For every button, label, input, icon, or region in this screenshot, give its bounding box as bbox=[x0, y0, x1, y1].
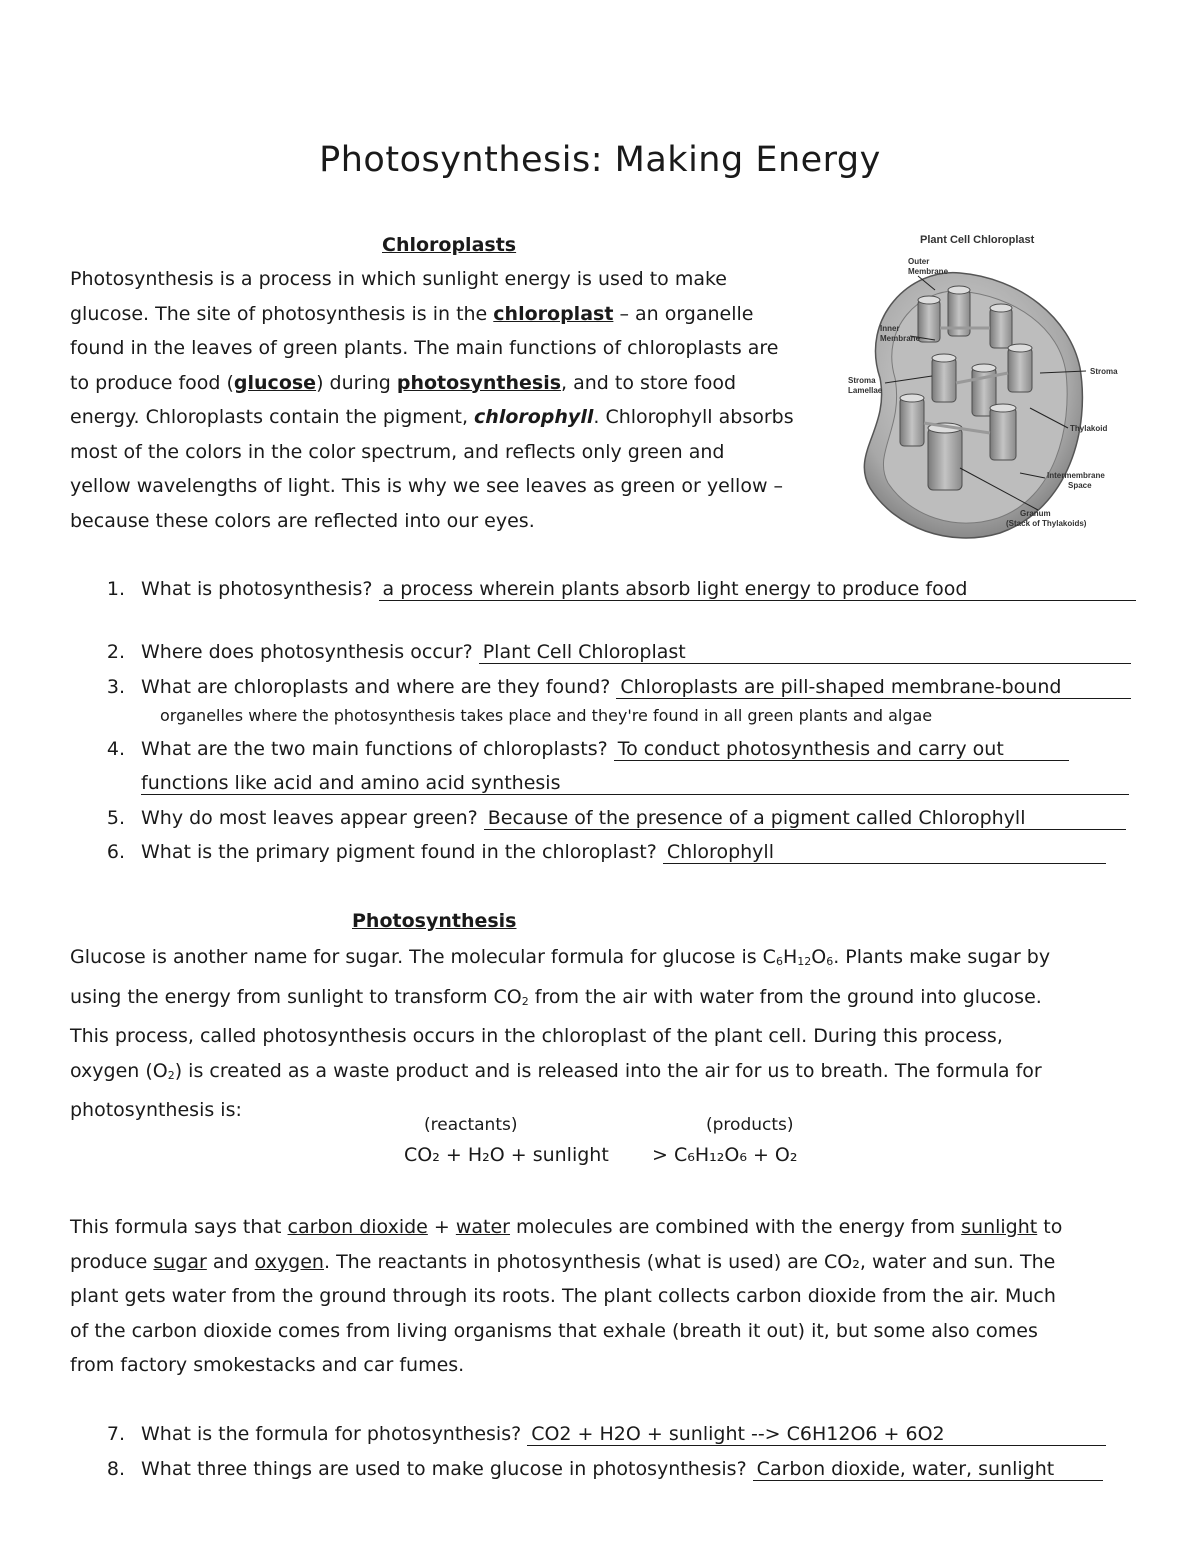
para-line: glucose. The site of photosynthesis is in the chloroplast – an organelle bbox=[70, 302, 754, 325]
question-text: What is the formula for photosynthesis? bbox=[141, 1423, 522, 1445]
answer-1[interactable]: a process wherein plants absorb light energy to produce food bbox=[379, 578, 1136, 601]
photosynthesis-heading: Photosynthesis bbox=[352, 910, 517, 932]
equation-reactants: CO₂ + H₂O + sunlight bbox=[404, 1144, 609, 1166]
question-number: 1. bbox=[106, 578, 125, 600]
term-carbon-dioxide: carbon dioxide bbox=[287, 1216, 428, 1238]
answer-8[interactable]: Carbon dioxide, water, sunlight bbox=[753, 1458, 1103, 1481]
term-glucose: glucose bbox=[233, 371, 317, 394]
question-text: Why do most leaves appear green? bbox=[141, 807, 478, 829]
label-intermembrane: Intermembrane bbox=[1047, 471, 1105, 480]
answer-4-continued[interactable]: functions like acid and amino acid synthesis bbox=[141, 772, 1129, 795]
question-text: What are the two main functions of chloroplasts? bbox=[141, 738, 608, 760]
answer-5[interactable]: Because of the presence of a pigment called Chlorophyll bbox=[484, 807, 1126, 830]
answer-7[interactable]: CO2 + H2O + sunlight --> C6H12O6 + 6O2 bbox=[527, 1423, 1106, 1446]
question-text: Where does photosynthesis occur? bbox=[141, 641, 473, 663]
question-text: What are chloroplasts and where are they found? bbox=[141, 676, 611, 698]
products-label: (products) bbox=[706, 1115, 794, 1135]
answer-6[interactable]: Chlorophyll bbox=[663, 841, 1106, 864]
label-granum-2: (Stack of Thylakoids) bbox=[1006, 519, 1087, 528]
equation-products: > C₆H₁₂O₆ + O₂ bbox=[652, 1144, 798, 1166]
para-line: most of the colors in the color spectrum, and reflects only green and bbox=[70, 440, 725, 463]
answer-2[interactable]: Plant Cell Chloroplast bbox=[479, 641, 1131, 664]
para-line: produce sugar and oxygen. The reactants in photosynthesis (what is used) are CO₂, water and sun. The bbox=[70, 1250, 1056, 1273]
question-number: 8. bbox=[106, 1458, 125, 1480]
photosynthesis-paragraph bbox=[70, 940, 1160, 1128]
reactants-label: (reactants) bbox=[424, 1115, 518, 1135]
para-line: energy. Chloroplasts contain the pigment, chlorophyll. Chlorophyll absorbs bbox=[70, 406, 794, 428]
term-water: water bbox=[455, 1216, 510, 1238]
para-line: of the carbon dioxide comes from living organisms that exhale (breath it out) it, but some also comes bbox=[70, 1319, 1038, 1342]
label-thylakoid: Thylakoid bbox=[1070, 424, 1108, 433]
question-number: 7. bbox=[106, 1423, 125, 1445]
term-oxygen: oxygen bbox=[254, 1250, 324, 1273]
question-number: 6. bbox=[106, 841, 125, 863]
para-line: Glucose is another name for sugar. The molecular formula for glucose is $C_6H_{12}O_6$. Plants make sugar by bbox=[70, 946, 1051, 968]
question-text: What is the primary pigment found in the chloroplast? bbox=[141, 841, 657, 863]
label-intermembrane-2: Space bbox=[1068, 481, 1092, 490]
term-photosynthesis: photosynthesis bbox=[396, 371, 562, 394]
para-line: This formula says that carbon dioxide + water molecules are combined with the energy from sunlight to bbox=[70, 1216, 1063, 1238]
question-text: What three things are used to make glucose in photosynthesis? bbox=[141, 1458, 747, 1480]
answer-3[interactable]: Chloroplasts are pill-shaped membrane-bound bbox=[616, 676, 1131, 699]
para-line: from factory smokestacks and car fumes. bbox=[70, 1354, 465, 1376]
chloroplasts-paragraph bbox=[70, 262, 840, 538]
label-stroma-lamellae: Stroma bbox=[848, 376, 876, 385]
question-number: 3. bbox=[106, 676, 125, 698]
para-line: yellow wavelengths of light. This is why we see leaves as green or yellow – bbox=[70, 475, 784, 497]
answer-4[interactable]: To conduct photosynthesis and carry out bbox=[614, 738, 1069, 761]
para-line: plant gets water from the ground through its roots. The plant collects carbon dioxide from the air. Much bbox=[70, 1285, 1056, 1307]
chloroplast-diagram bbox=[840, 228, 1140, 544]
para-line: photosynthesis is: bbox=[70, 1099, 242, 1121]
para-line: to produce food (glucose) during photosynthesis, and to store food bbox=[70, 371, 737, 394]
answer-3-continued[interactable]: organelles where the photosynthesis takes place and they're found in all green plants and algae bbox=[160, 706, 933, 725]
term-sunlight: sunlight bbox=[961, 1216, 1038, 1238]
para-line: found in the leaves of green plants. The main functions of chloroplasts are bbox=[70, 337, 779, 359]
chloroplasts-heading: Chloroplasts bbox=[382, 234, 517, 256]
page-title: Photosynthesis: Making Energy bbox=[319, 140, 881, 180]
question-number: 4. bbox=[106, 738, 125, 760]
term-chloroplast: chloroplast bbox=[493, 302, 614, 325]
para-line: because these colors are reflected into our eyes. bbox=[70, 509, 535, 532]
para-line: using the energy from sunlight to transform $CO_2$ from the air with water from the ground into glucose. bbox=[70, 985, 1042, 1008]
diagram-title: Plant Cell Chloroplast bbox=[920, 234, 1035, 246]
label-inner-membrane-2: Membrane bbox=[880, 334, 921, 343]
term-chlorophyll: chlorophyll bbox=[474, 406, 594, 428]
question-text: What is photosynthesis? bbox=[141, 578, 373, 600]
question-number: 2. bbox=[106, 641, 125, 663]
label-granum: Granum bbox=[1020, 509, 1051, 518]
formula-paragraph bbox=[70, 1210, 1170, 1383]
label-outer-membrane: Outer bbox=[908, 257, 930, 266]
label-stroma-lamellae-2: Lamellae bbox=[848, 386, 883, 395]
label-outer-membrane-2: Membrane bbox=[908, 267, 949, 276]
para-line: Photosynthesis is a process in which sunlight energy is used to make bbox=[70, 268, 727, 290]
para-line: oxygen $(O_2)$ is created as a waste product and is released into the air for us to breath. The formula for bbox=[70, 1059, 1042, 1082]
label-stroma: Stroma bbox=[1090, 367, 1118, 376]
term-sugar: sugar bbox=[153, 1250, 207, 1273]
question-number: 5. bbox=[106, 807, 125, 829]
label-inner-membrane: Inner bbox=[880, 324, 900, 333]
para-line: This process, called photosynthesis occurs in the chloroplast of the plant cell. During this process, bbox=[70, 1025, 1003, 1047]
